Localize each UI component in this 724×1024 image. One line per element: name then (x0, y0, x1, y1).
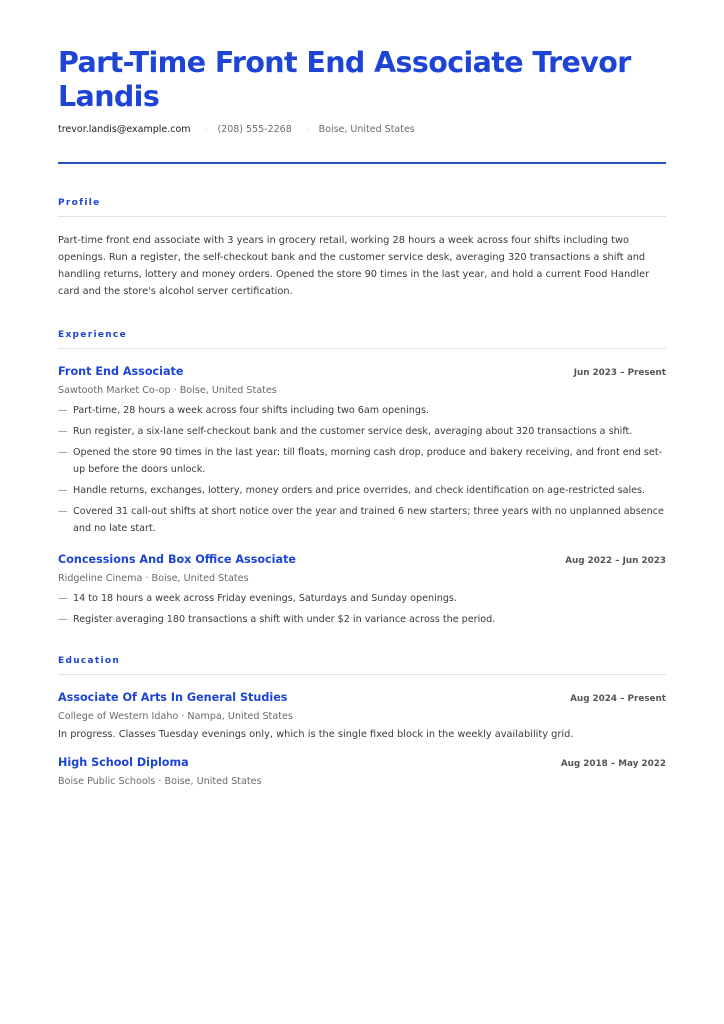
profile-section (58, 198, 666, 300)
list-item (58, 402, 666, 419)
responsibility-list (58, 402, 666, 537)
bullet-dash: — (58, 614, 68, 625)
job-title: Front End Associate (58, 365, 184, 378)
responsibility-list (58, 590, 666, 628)
section-divider (58, 216, 666, 217)
bullet-text: Part-time, 28 hours a week across four shifts including two 6am openings. (73, 405, 429, 416)
bullet-dash: — (58, 485, 68, 496)
bullet-dash: — (58, 426, 68, 437)
experience-entry (58, 365, 666, 537)
degree-title: High School Diploma (58, 756, 189, 769)
experience-section (58, 330, 666, 628)
bullet-dash: — (58, 506, 68, 517)
bullet-text: Covered 31 call-out shifts at short notice over the year and trained 6 new starters; three years with no unplanned absence and no late start. (73, 506, 664, 534)
section-divider (58, 674, 666, 675)
education-entry (58, 691, 666, 740)
list-item (58, 590, 666, 607)
contact-location: Boise, United States (318, 124, 415, 135)
degree-title: Associate Of Arts In General Studies (58, 691, 288, 704)
contact-separator: · (305, 124, 309, 135)
entry-header (58, 691, 666, 704)
bullet-dash: — (58, 447, 68, 458)
section-divider (58, 348, 666, 349)
list-item (58, 482, 666, 499)
bullet-dash: — (58, 405, 68, 416)
job-dates: Aug 2022 – Jun 2023 (565, 556, 666, 566)
contact-separator: · (204, 124, 208, 135)
education-entry (58, 756, 666, 787)
profile-summary: Part-time front end associate with 3 years in grocery retail, working 28 hours a week across four shifts including two openings. Run a register, the self-checkout bank and the customer service desk, averaging 320 transactions a shift and handling returns, lottery and money orders. Opened the store 90 times in the last year, and hold a current Food Handler card and the store's alcohol server certification. (58, 235, 650, 297)
list-item (58, 444, 666, 478)
list-item (58, 503, 666, 537)
employer-location: Sawtooth Market Co-op · Boise, United States (58, 385, 277, 396)
candidate-name: Part-Time Front End Associate Trevor Landis (58, 46, 631, 113)
job-dates: Jun 2023 – Present (573, 368, 666, 378)
school-location: College of Western Idaho · Nampa, United States (58, 711, 293, 722)
list-item (58, 611, 666, 628)
bullet-text: Handle returns, exchanges, lottery, money orders and price overrides, and check identification on age-restricted sales. (73, 485, 646, 496)
header-divider (58, 162, 666, 164)
education-section (58, 656, 666, 787)
bullet-text: Run register, a six-lane self-checkout bank and the customer service desk, averaging about 320 transactions a shift. (73, 426, 633, 437)
section-title-profile: Profile (58, 198, 101, 208)
contact-phone: (208) 555-2268 (217, 124, 292, 135)
section-title-education: Education (58, 656, 121, 666)
entry-header (58, 756, 666, 769)
employer-location: Ridgeline Cinema · Boise, United States (58, 573, 249, 584)
education-note: In progress. Classes Tuesday evenings only, which is the single fixed block in the weekly availability grid. (58, 729, 574, 740)
bullet-text: Register averaging 180 transactions a shift with under $2 in variance across the period. (73, 614, 496, 625)
education-dates: Aug 2024 – Present (570, 694, 666, 704)
bullet-dash: — (58, 593, 68, 604)
bullet-text: 14 to 18 hours a week across Friday evenings, Saturdays and Sunday openings. (73, 593, 457, 604)
list-item (58, 423, 666, 440)
school-location: Boise Public Schools · Boise, United States (58, 776, 262, 787)
entry-header (58, 365, 666, 378)
education-dates: Aug 2018 – May 2022 (560, 759, 666, 769)
section-title-experience: Experience (58, 330, 127, 340)
job-title: Concessions And Box Office Associate (58, 553, 297, 566)
bullet-text: Opened the store 90 times in the last year: till floats, morning cash drop, produce and bakery receiving, and front end set-up before the doors unlock. (73, 447, 663, 475)
contact-email[interactable]: trevor.landis@example.com (58, 124, 191, 135)
contact-line (58, 124, 666, 135)
experience-entry (58, 553, 666, 628)
entry-header (58, 553, 666, 566)
